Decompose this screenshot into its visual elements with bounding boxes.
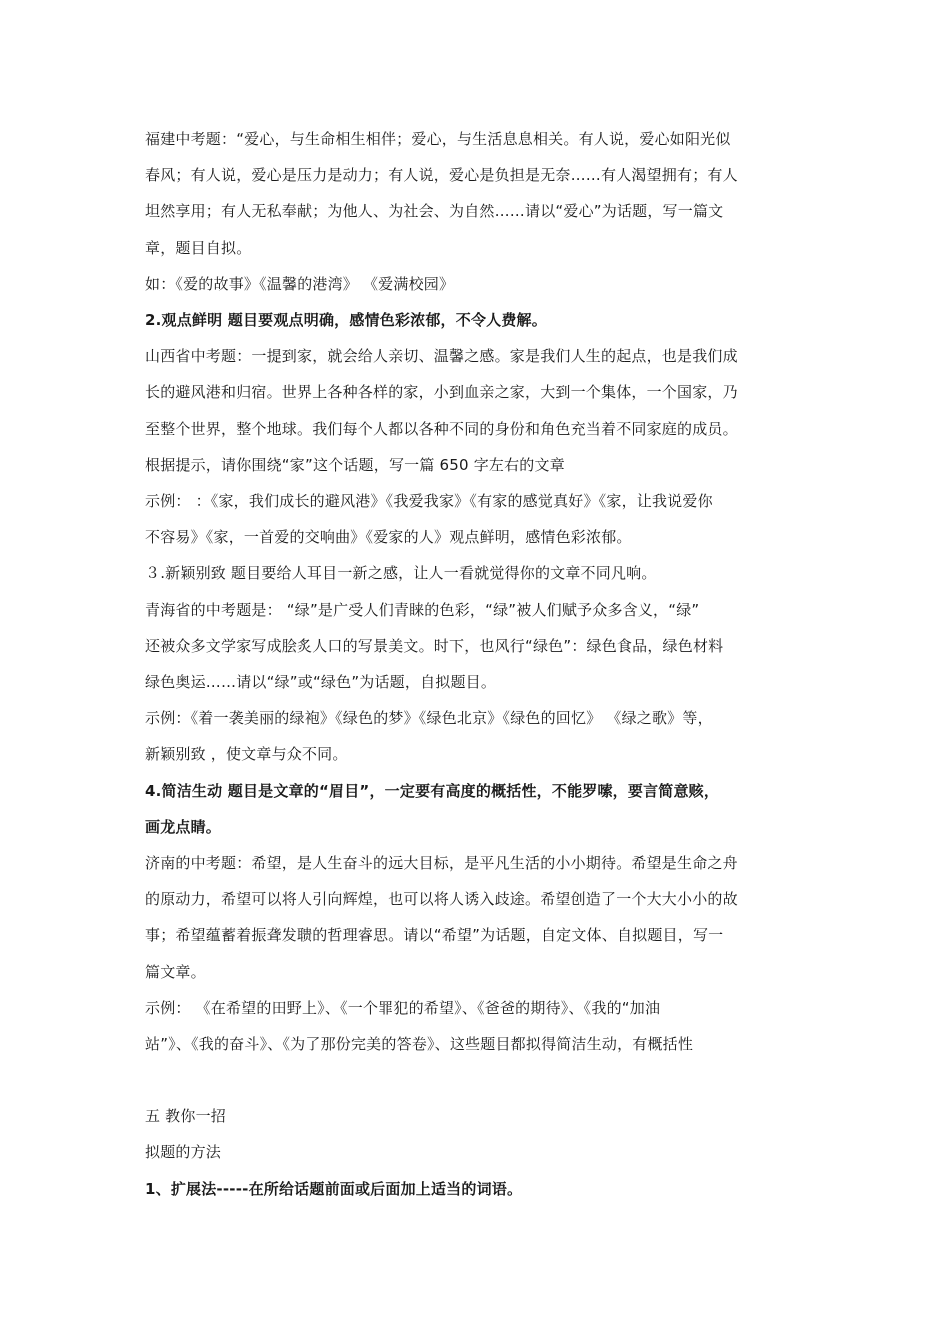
section-5-title: [145, 1098, 811, 1134]
text-line: 根据提示，请你围绕“家”这个话题，写一篇 650 字左右的文章: [145, 455, 565, 474]
text-line: 新颖别致 ，使文章与众不同。: [145, 745, 348, 764]
document-body: [145, 121, 811, 1207]
text-line: 如：《爱的故事》《温馨的港湾》 《爱满校园》: [145, 274, 455, 293]
text-line: 五 教你一招: [145, 1107, 226, 1126]
qinghai-example: [145, 700, 811, 772]
text-line: 章，题目自拟。: [145, 238, 252, 257]
jinan-example: [145, 990, 811, 1062]
blank-line: [145, 1062, 811, 1098]
text-line: 山西省中考题：一提到家，就会给人亲切、温馨之感。家是我们人生的起点，也是我们成: [145, 347, 738, 366]
text-line: 拟题的方法: [145, 1143, 222, 1162]
text-line: 2.观点鲜明 题目要观点明确，感情色彩浓郁，不令人费解。: [145, 311, 547, 330]
text-line: 至整个世界，整个地球。我们每个人都以各种不同的身份和角色充当着不同家庭的成员。: [145, 419, 738, 438]
text-line: 春风；有人说，爱心是压力是动力；有人说，爱心是负担是无奈……有人渴望拥有；有人: [145, 166, 738, 185]
text-line: 4.简洁生动 题目是文章的“眉目”，一定要有高度的概括性，不能罗嗦，要言简意赅，: [145, 781, 720, 800]
text-line: 事；希望蕴蓄着振聋发聩的哲理睿思。请以“希望”为话题，自定文体、自拟题目，写一: [145, 926, 724, 945]
qinghai-exam-paragraph: [145, 592, 811, 701]
text-line: 不容易》《家，一首爱的交响曲》《爱家的人》观点鲜明，感情色彩浓郁。: [145, 528, 632, 547]
point-2-heading: [145, 302, 811, 338]
shanxi-exam-paragraph: [145, 338, 811, 483]
text-line: 的原动力，希望可以将人引向辉煌，也可以将人诱入歧途。希望创造了一个大大小小的故: [145, 890, 738, 909]
method-1-expansion: [145, 1171, 811, 1207]
text-line: 篇文章。: [145, 962, 206, 981]
text-line: 示例： ：《家，我们成长的避风港》《我爱我家》《有家的感觉真好》《家，让我说爱你: [145, 492, 713, 511]
point-3-heading: [145, 555, 811, 591]
text-line: 绿色奥运……请以“绿”或“绿色”为话题，自拟题目。: [145, 673, 497, 692]
text-line: 示例：《着一袭美丽的绿袍》《绿色的梦》《绿色北京》《绿色的回忆》 《绿之歌》等，: [145, 709, 713, 728]
text-line: 福建中考题：“爱心，与生命相生相伴；爱心，与生活息息相关。有人说，爱心如阳光似: [145, 130, 731, 148]
text-line: 青海省的中考题是： “绿”是广受人们青睐的色彩，“绿”被人们赋予众多含义，“绿”: [145, 600, 700, 619]
text-line: ３.新颖别致 题目要给人耳目一新之感，让人一看就觉得你的文章不同凡响。: [145, 564, 657, 583]
text-line: 示例： 《在希望的田野上》、《一个罪犯的希望》、《爸爸的期待》、《我的“加油: [145, 998, 661, 1017]
fujian-exam-paragraph: [145, 121, 811, 266]
method-title: [145, 1134, 811, 1170]
text-line: 济南的中考题：希望，是人生奋斗的远大目标，是平凡生活的小小期待。希望是生命之舟: [145, 854, 738, 873]
text-line: 还被众多文学家写成脍炙人口的写景美文。时下，也风行“绿色”：绿色食品，绿色材料: [145, 636, 724, 655]
text-line: 1、扩展法-----在所给话题前面或后面加上适当的词语。: [145, 1179, 523, 1198]
jinan-exam-paragraph: [145, 845, 811, 990]
text-line: 画龙点睛。: [145, 817, 222, 836]
text-line: 长的避风港和归宿。世界上各种各样的家，小到血亲之家，大到一个集体，一个国家，乃: [145, 383, 738, 402]
point-4-heading: [145, 773, 811, 845]
text-line: 站”》、《我的奋斗》、《为了那份完美的答卷》、这些题目都拟得简洁生动，有概括性: [145, 1035, 694, 1054]
text-line: 坦然享用；有人无私奉献；为他人、为社会、为自然……请以“爱心”为话题，写一篇文: [145, 202, 724, 221]
shanxi-example: [145, 483, 811, 555]
fujian-example: [145, 266, 811, 302]
